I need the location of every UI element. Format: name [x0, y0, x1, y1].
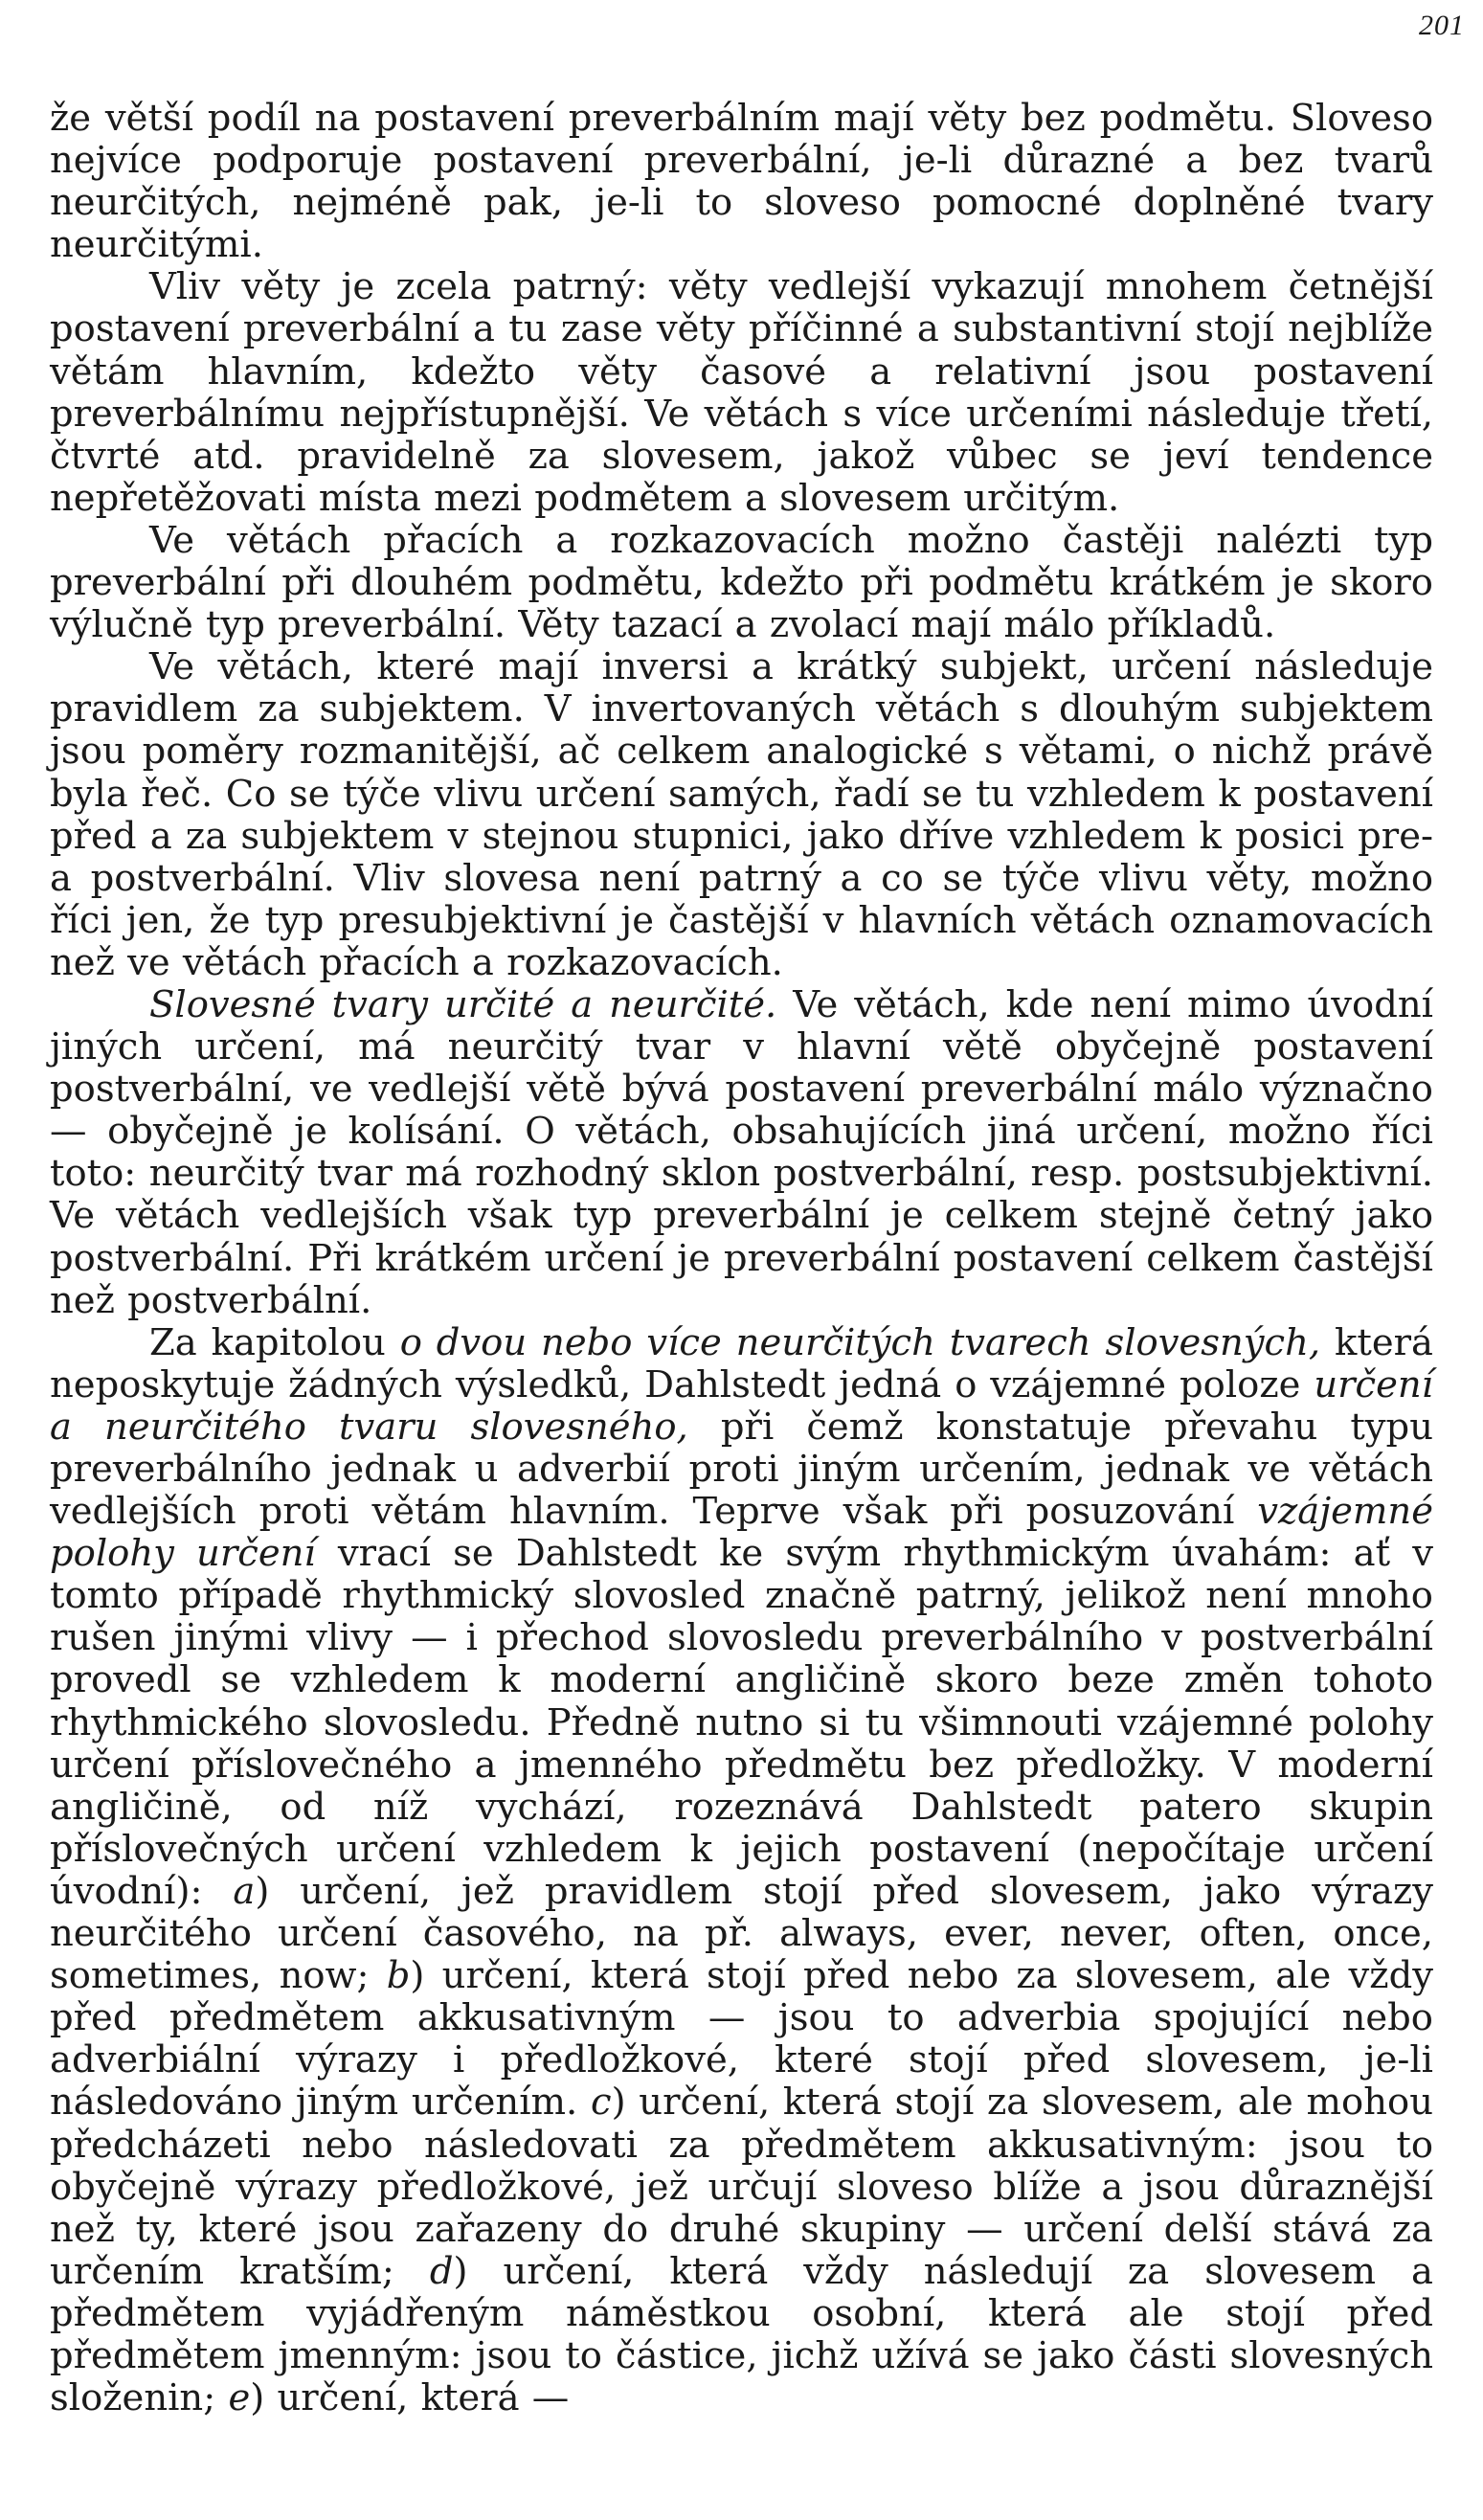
italic-run: o dvou nebo více neurčitých tvarech slovesných, [399, 1320, 1321, 1364]
text-run: ) určení, jež pravidlem stojí před slovesem, jako výrazy neurčitého určení časového, na př. always, ever, never, often, once, sometimes, now; [50, 1869, 1433, 1998]
text-run: při čemž konstatuje převahu typu preverbálního jednak u adverbií proti jiným určením, jednak ve větách vedlejších proti větám hlavním. Teprve však při posuzování [50, 1405, 1433, 1534]
text-run: Za kapitolou [149, 1320, 400, 1364]
text-run: ) určení, která vždy následují za slovesem a předmětem vyjádřeným náměstkou osobní, která ale stojí před předmětem jmenným: jsou to částice, jichž užívá se jako části slovesných složenin; [50, 2249, 1433, 2420]
text-run: vrací se Dahlstedt ke svým rhythmickým úvahám: ať v tomto případě rhythmický slovosled značně patrný, jelikož není mnoho rušen jinými vlivy — i přechod slovosledu preverbálního v postverbální provedl se vzhledem k moderní angličině skoro beze změn tohoto rhythmického slovosledu. Předně nutno si tu všimnouti vzájemné polohy určení příslovečného a jmenného předmětu bez předložky. V moderní angličině, od níž vychází, rozeznává Dahlstedt patero skupin příslovečných určení vzhledem k jejich postavení (nepočítaje určení úvodní): [50, 1532, 1433, 1913]
paragraph-1 [50, 98, 1433, 266]
paragraph-4 [50, 646, 1433, 984]
text-run: že větší podíl na postavení preverbálním mají věty bez podmětu. Sloveso nejvíce podporuje postavení preverbální, je-li důrazné a bez tvarů neurčitých, nejméně pak, je-li to sloveso pomocné doplněné tvary neurčitými. [50, 97, 1433, 267]
page-number: 201 [1419, 10, 1465, 41]
italic-run: vzájemné polohy určení [50, 1490, 1433, 1576]
text-run: Ve větách přacích a rozkazovacích možno častěji nalézti typ preverbální při dlouhém podmětu, kdežto při podmětu krátkém je skoro výlučně typ preverbální. Věty tazací a zvolací mají málo příkladů. [50, 518, 1433, 647]
text-run: Ve větách, kde není mimo úvodní jiných určení, má neurčitý tvar v hlavní větě obyčejně postavení postverbální, ve vedlejší větě bývá postavení preverbální málo význačno — obyčejně je kolísání. O větách, obsahujících jiná určení, možno říci toto: neurčitý tvar má rozhodný sklon postverbální, resp. postsubjektivní. Ve větách vedlejších však typ preverbální je celkem stejně četný jako postverbální. Při krátkém určení je preverbální postavení celkem častější než postverbální. [50, 982, 1433, 1322]
text-run: Vliv věty je zcela patrný: věty vedlejší vykazují mnohem četnější postavení preverbální a tu zase věty příčinné a substantivní stojí nejblíže větám hlavním, kdežto věty časové a relativní jsou postavení preverbálnímu nejpřístupnější. Ve větách s více určeními následuje třetí, čtvrté atd. pravidelně za slovesem, jakož vůbec se jeví tendence nepřetěžovati místa mezi podmětem a slovesem určitým. [50, 265, 1433, 520]
list-letter: a [233, 1869, 256, 1913]
text-run: která neposkytuje žádných výsledků, Dahlstedt jedná o vzájemné poloze [50, 1320, 1433, 1406]
text-run: Ve větách, které mají inversi a krátký subjekt, určení následuje pravidlem za subjektem. V invertovaných větách s dlouhým subjektem jsou poměry rozmanitější, ač celkem analogické s větami, o nichž právě byla řeč. Co se týče vlivu určení samých, řadí se tu vzhledem k postavení před a za subjektem v stejnou stupnici, jako dříve vzhledem k posici pre- a postverbální. Vliv slovesa není patrný a co se týče vlivu věty, možno říci jen, že typ presubjektivní je častější v hlavních větách oznamovacích než ve větách přacích a rozkazovacích. [50, 645, 1433, 984]
body-text [50, 98, 1433, 2419]
paragraph-6 [50, 1322, 1433, 2419]
paragraph-5 [50, 984, 1433, 1322]
list-letter: c [591, 2081, 612, 2125]
text-run: ) určení, která — [250, 2376, 570, 2420]
italic-run: určení a neurčitého tvaru slovesného, [50, 1362, 1433, 1449]
list-letter: d [429, 2249, 454, 2293]
list-letter: b [386, 1954, 411, 1998]
list-letter: e [228, 2376, 251, 2420]
text-run: ) určení, která stojí před nebo za slovesem, ale vždy před předmětem akkusativným — jsou to adverbia spojující nebo adverbiální výrazy i předložkové, které stojí před slovesem, je-li následováno jiným určením. [50, 1954, 1433, 2125]
section-heading-italic: Slovesné tvary určité a neurčité. [149, 982, 777, 1026]
text-run: ) určení, která stojí za slovesem, ale mohou předcházeti nebo následovati za předmětem akkusativným: jsou to obyčejně výrazy předložkové, jež určují sloveso blíže a jsou důraznější než ty, které jsou zařazeny do druhé skupiny — určení delší stává za určením kratším; [50, 2081, 1433, 2293]
paragraph-3 [50, 520, 1433, 646]
paragraph-2 [50, 266, 1433, 520]
